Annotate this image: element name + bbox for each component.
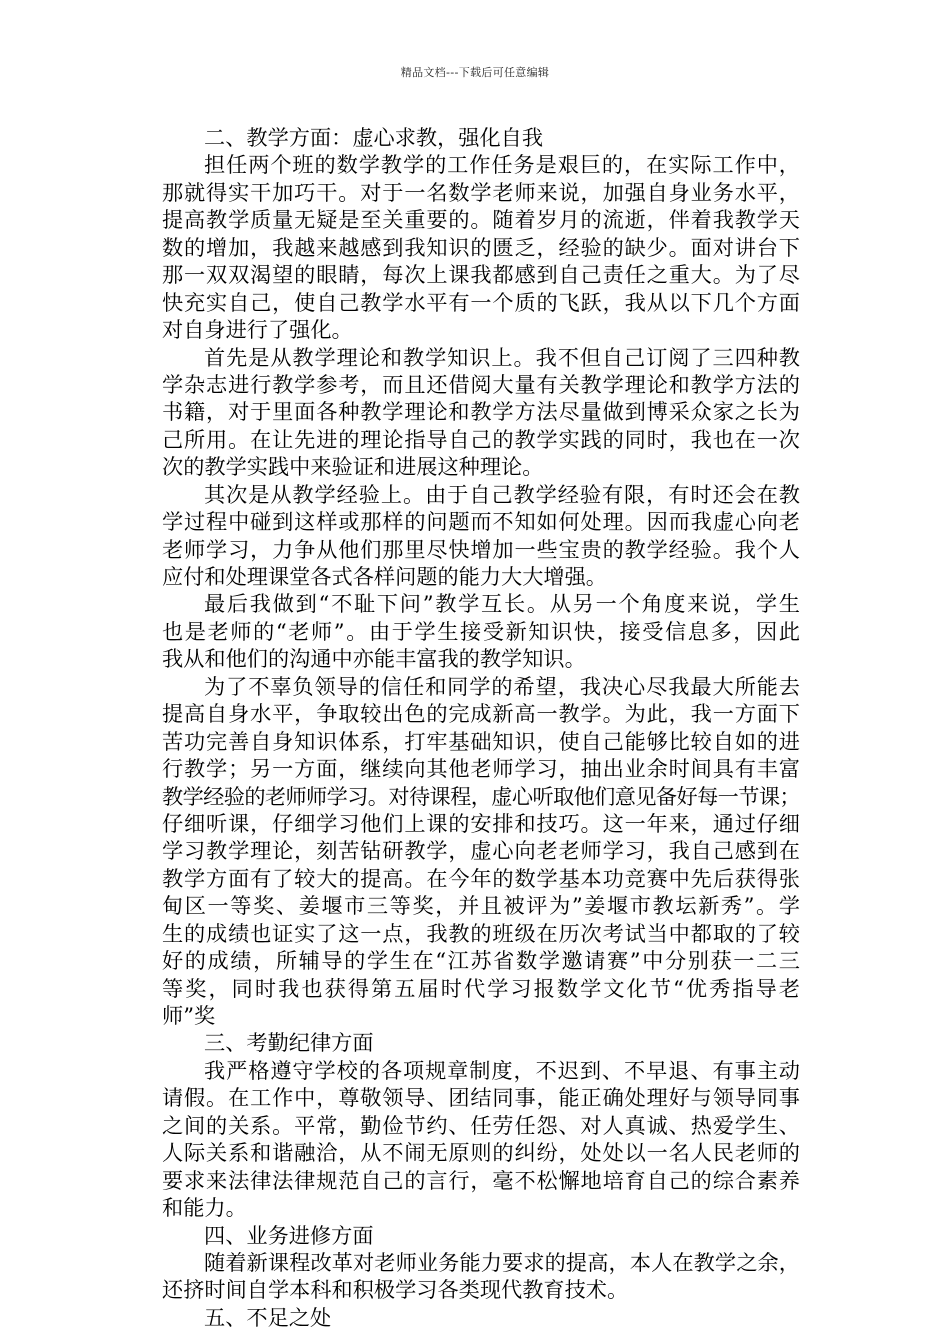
- text-line: 人际关系和谐融洽，从不闹无原则的纠纷，处处以一名人民老师的: [162, 1140, 800, 1166]
- text-line: 次的教学实践中来验证和进展这种理论。: [162, 454, 544, 480]
- text-line: 提高教学质量无疑是至关重要的。随着岁月的流逝，伴着我教学天: [162, 207, 800, 233]
- text-line: 苦功完善自身知识体系，打牢基础知识，使自己能够比较自如的进: [162, 728, 800, 754]
- text-line: 最后我做到“不耻下问”教学互长。从另一个角度来说，学生: [204, 591, 800, 617]
- text-line: 快充实自己，使自己教学水平有一个质的飞跃，我从以下几个方面: [162, 289, 800, 315]
- text-line: 己所用。在让先进的理论指导自己的教学实践的同时，我也在一次: [162, 426, 800, 452]
- text-line: 好的成绩，所辅导的学生在“江苏省数学邀请赛”中分别获一二三: [162, 948, 800, 974]
- text-line: 生的成绩也证实了这一点，我教的班级在历次考试当中都取的了较: [162, 920, 800, 946]
- text-line: 学过程中碰到这样或那样的问题而不知如何处理。因而我虚心向老: [162, 509, 800, 535]
- text-line: 行教学；另一方面，继续向其他老师学习，抽出业余时间具有丰富: [162, 756, 800, 782]
- text-line: 应付和处理课堂各式各样问题的能力大大增强。: [162, 564, 607, 589]
- text-line: 等奖，同时我也获得第五届时代学习报数学文化节“优秀指导老: [162, 975, 800, 1001]
- text-line: 之间的关系。平常，勤俭节约、任劳任怨、对人真诚、热爱学生、: [162, 1112, 800, 1138]
- text-line: 请假。在工作中，尊敬领导、团结同事，能正确处理好与领导同事: [162, 1085, 800, 1111]
- text-line: 教学经验的老师师学习。对待课程，虚心听取他们意见备好每一节课；: [162, 783, 800, 809]
- text-line: 学杂志进行教学参考，而且还借阅大量有关教学理论和教学方法的: [162, 371, 800, 397]
- text-line: 提高自身水平，争取较出色的完成新高一教学。为此，我一方面下: [162, 701, 800, 727]
- page-header: 精品文档---下载后可任意编辑: [400, 66, 550, 79]
- text-line: 那一双双渴望的眼睛，每次上课我都感到自己责任之重大。为了尽: [162, 262, 800, 288]
- text-line: 随着新课程改革对老师业务能力要求的提高，本人在教学之余，: [204, 1249, 800, 1275]
- text-line: 要求来法律法律规范自己的言行，毫不松懈地培育自己的综合素养: [162, 1167, 800, 1193]
- text-line: 五、不足之处: [204, 1304, 332, 1330]
- text-line: 还挤时间自学本科和积极学习各类现代教育技术。: [162, 1277, 629, 1303]
- text-line: 和能力。: [162, 1195, 247, 1221]
- text-line: 学习教学理论，刻苦钻研教学，虚心向老老师学习，我自己感到在: [162, 838, 800, 864]
- text-line: 老师学习，力争从他们那里尽快增加一些宝贵的教学经验。我个人: [162, 536, 800, 562]
- text-line: 甸区一等奖、姜堰市三等奖，并且被评为”姜堰市教坛新秀”。学: [162, 893, 800, 919]
- text-line: 三、考勤纪律方面: [204, 1030, 374, 1056]
- text-line: 二、教学方面：虚心求教，强化自我: [204, 125, 544, 150]
- text-line: 首先是从教学理论和教学知识上。我不但自己订阅了三四种教: [204, 344, 800, 370]
- text-line: 仔细听课，仔细学习他们上课的安排和技巧。这一年来，通过仔细: [162, 810, 800, 836]
- text-line: 四、业务进修方面: [204, 1222, 374, 1248]
- text-line: 那就得实干加巧干。对于一名数学老师来说，加强自身业务水平，: [162, 179, 800, 205]
- text-line: 担任两个班的数学教学的工作任务是艰巨的，在实际工作中，: [204, 152, 800, 178]
- text-line: 我严格遵守学校的各项规章制度，不迟到、不早退、有事主动: [204, 1057, 800, 1083]
- text-line: 我从和他们的沟通中亦能丰富我的教学知识。: [162, 646, 586, 672]
- text-line: 数的增加，我越来越感到我知识的匮乏，经验的缺少。面对讲台下: [162, 234, 800, 260]
- text-line: 其次是从教学经验上。由于自己教学经验有限，有时还会在教: [204, 481, 800, 507]
- text-line: 对自身进行了强化。: [162, 317, 353, 343]
- document-body: [162, 124, 800, 1331]
- text-line: 师”奖: [162, 1003, 216, 1028]
- text-line: 也是老师的“老师”。由于学生接受新知识快，接受信息多，因此: [162, 618, 800, 644]
- text-line: 书籍，对于里面各种教学理论和教学方法尽量做到博采众家之长为: [162, 399, 800, 425]
- text-line: 为了不辜负领导的信任和同学的希望，我决心尽我最大所能去: [204, 673, 800, 699]
- text-line: 教学方面有了较大的提高。在今年的数学基本功竞赛中先后获得张: [162, 865, 800, 891]
